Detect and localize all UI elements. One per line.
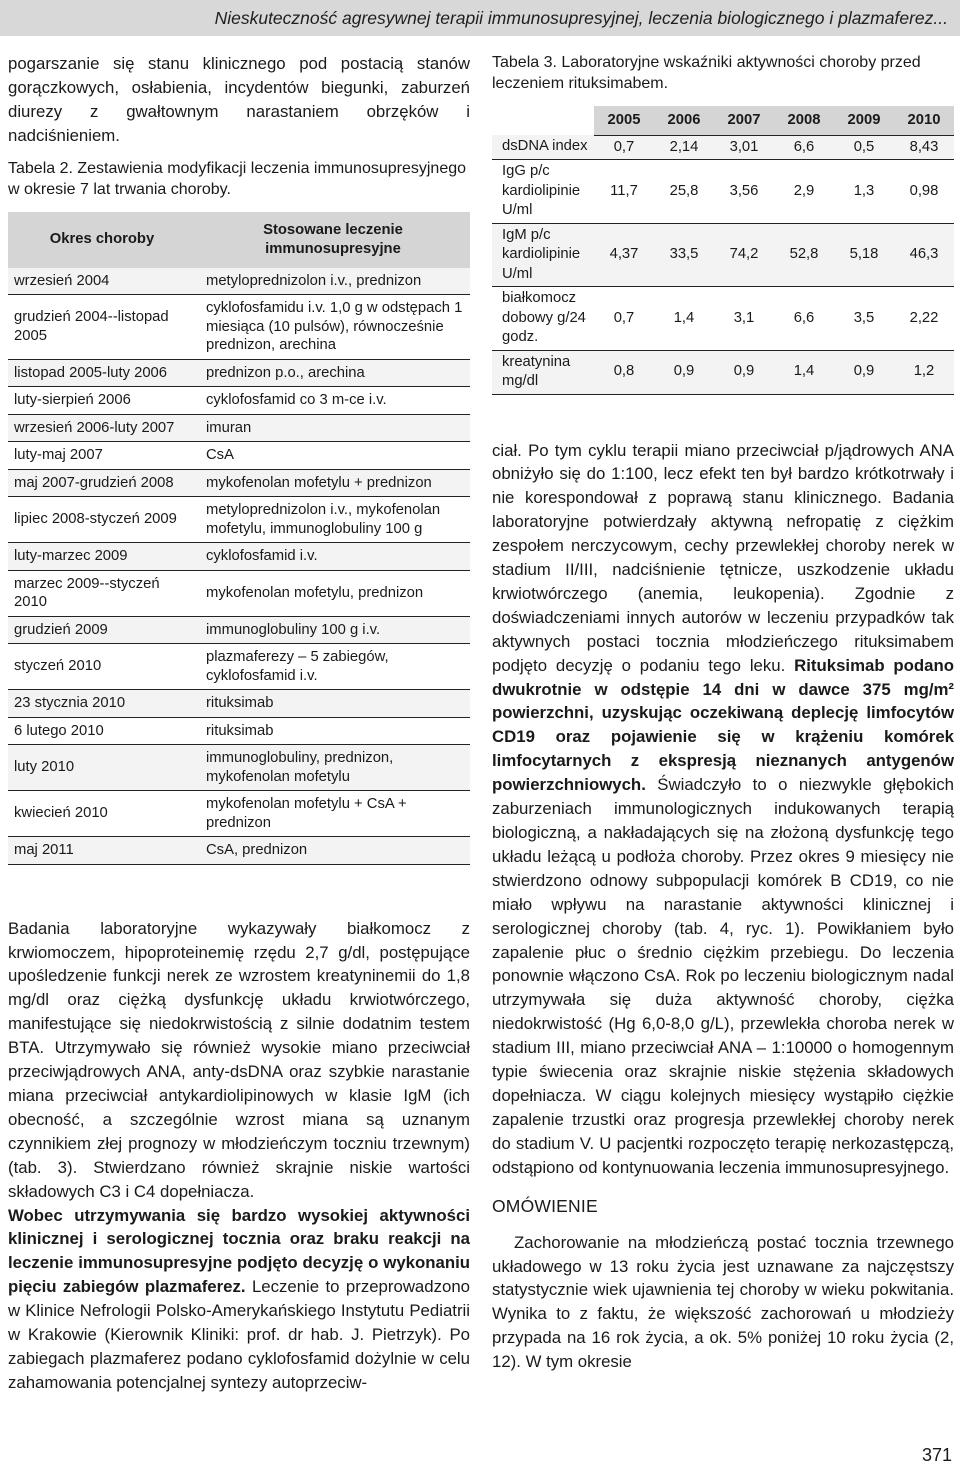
page-number: 371 [921,1445,952,1465]
right-body-1a: ciał. Po tym cyklu terapii miano przeciwciał p/jądrowych ANA obniżyło się do 1:100, lecz efekt ten był bardzo krótkotrwały i nie korespondował z poprawą stanu klinicznego. Badania laboratoryjne potwierdzały aktywną nefropatię z ciężkim zespołem nerczycowym, cechy przewlekłej choroby nerek w stadium II/III, nadciśnienie tętnicze, uszkodzenie układu krwiotwórczego (anemia, leukopenia). Zgodnie z doświadczeniami innych autorów w leczeniu przypadków tak aktywnych postaci tocznia młodzieńczego rituksimabem podjęto decyzję o podaniu tego leku. [492,440,954,675]
table2-body [8,268,470,865]
table2-treatment-cell: CsA, prednizon [196,837,470,865]
table3-row-label: kreatynina mg/dl [492,350,594,394]
table3-row [492,287,954,351]
table2-treatment-cell: plazmaferezy – 5 zabiegów, cyklofosfamid i.v. [196,644,470,690]
table3-value-cell: 3,1 [714,287,774,351]
table3 [492,106,954,395]
table3-year-header: 2008 [774,106,834,135]
right-body-paragraph-1 [492,439,954,1180]
table2-treatment-cell: imuran [196,414,470,442]
table2-treatment-cell: immunoglobuliny, prednizon, mykofenolan mofetylu [196,745,470,791]
table2-period-cell: marzec 2009--styczeń 2010 [8,570,196,616]
table3-value-cell: 0,7 [594,135,654,160]
table3-value-cell: 8,43 [894,135,954,160]
table2-treatment-cell: mykofenolan mofetylu, prednizon [196,570,470,616]
table2-treatment-cell: metyloprednizolon i.v., prednizon [196,268,470,295]
table2-row [8,414,470,442]
table2-treatment-cell: mykofenolan mofetylu + prednizon [196,469,470,497]
table2-row [8,745,470,791]
table3-value-cell: 0,8 [594,350,654,394]
left-body-bold: Wobec utrzymywania się bardzo wysokiej aktywności klinicznej i serologicznej tocznia oraz braku reakcji na leczenie immunosupresyjne podjęto decyzję o wykonaniu pięciu zabiegów plazmaferez. [8,1205,470,1297]
table2-row [8,387,470,415]
table2-treatment-cell: prednizon p.o., arechina [196,359,470,387]
table3-value-cell: 52,8 [774,223,834,287]
table3-body [492,135,954,394]
table3-row-label: IgG p/c kardiolipinie U/ml [492,160,594,224]
table2-caption: Tabela 2. Zestawienia modyfikacji leczenia immunosupresyjnego w okresie 7 lat trwania choroby. [8,159,467,198]
table3-row-label: dsDNA index [492,135,594,160]
table3-value-cell: 0,98 [894,160,954,224]
table2-row [8,644,470,690]
table2-header-period: Okres choroby [8,212,196,268]
table3-value-cell: 0,7 [594,287,654,351]
table2-period-cell: kwiecień 2010 [8,791,196,837]
table3-year-header: 2006 [654,106,714,135]
right-body-1c: Świadczyło to o niezwykle głębokich zaburzeniach immunologicznych indukowanych terapią biologiczną, a nakładających się na złożoną dysfunkcję tego układu leżącą u podłoża choroby. Przez okres 9 miesięcy nie stwierdzono odnowy subpopulacji komórek B CD19, co nie miało wpływu na narastanie aktywności klinicznej i serologicznej choroby (tab. 4, ryc. 1). Powikłaniem było zapalenie płuc o średnio ciężkim przebiegu. Do leczenia ponownie włączono CsA. Rok po leczeniu biologicznym nadal utrzymywała się duża aktywność choroby, ciężka niedokrwistość (Hg 6,0-8,0 g/L), przewlekła choroba nerek w stadium III, miano przeciwciał ANA – 1:10000 o homogennym typie świecenia oraz skrajnie niskie stężenia składowych dopełniacza. W ciągu kolejnych miesięcy wystąpiło ciężkie zapalenie trzustki oraz progresja przewlekłej choroby nerek do stadium V. U pacjentki rozpoczęto terapię nerkozastępczą, odstąpiono od kontynuowania leczenia immunosupresyjnego. [492,775,954,1177]
table3-value-cell: 11,7 [594,160,654,224]
table3-value-cell: 6,6 [774,135,834,160]
table3-year-header: 2007 [714,106,774,135]
table2-period-cell: luty 2010 [8,745,196,791]
table3-row [492,135,954,160]
left-body-rest: Leczenie to przeprowadzono w Klinice Nefrologii Polsko-Amerykańskiego Instytutu Pediatrii w Krakowie (Kierownik Kliniki: prof. dr hab. J. Pietrzyk). Po zabiegach plazmaferez podano cyklofosfamid dożylnie w celu zahamowania potencjalnej syntezy autoprzeciw- [8,1277,470,1392]
table2-treatment-cell: mykofenolan mofetylu + CsA + prednizon [196,791,470,837]
table3-value-cell: 2,22 [894,287,954,351]
table2-period-cell: luty-marzec 2009 [8,543,196,571]
table3-row-label: IgM p/c kardiolipinie U/ml [492,223,594,287]
table2-period-cell: grudzień 2009 [8,616,196,644]
table3-header-row [492,106,954,135]
table2-row [8,359,470,387]
table2-row [8,690,470,718]
table3-value-cell: 2,14 [654,135,714,160]
table3-row-label: białkomocz dobowy g/24 godz. [492,287,594,351]
table2-row [8,717,470,745]
table3-value-cell: 33,5 [654,223,714,287]
table2-row [8,442,470,470]
table2-row [8,543,470,571]
table2-row [8,295,470,360]
right-column [492,52,954,1374]
table2-row [8,791,470,837]
left-column [8,52,470,1395]
left-body-paragraph-2 [8,1204,470,1395]
table3-value-cell: 0,5 [834,135,894,160]
table2-period-cell: maj 2007-grudzień 2008 [8,469,196,497]
table3-value-cell: 46,3 [894,223,954,287]
table2-treatment-cell: cyklofosfamid co 3 m-ce i.v. [196,387,470,415]
table2-period-cell: styczeń 2010 [8,644,196,690]
running-header: Nieskuteczność agresywnej terapii immunosupresyjnej, leczenia biologicznego i plazmaferez... [0,0,960,36]
table2-treatment-cell: immunoglobuliny 100 g i.v. [196,616,470,644]
table2-row [8,616,470,644]
table3-value-cell: 3,5 [834,287,894,351]
table3-value-cell: 1,3 [834,160,894,224]
table3-value-cell: 1,2 [894,350,954,394]
table3-value-cell: 1,4 [654,287,714,351]
table2-row [8,570,470,616]
table2-period-cell: wrzesień 2004 [8,268,196,295]
table2-row [8,469,470,497]
table3-row [492,223,954,287]
table2-period-cell: 6 lutego 2010 [8,717,196,745]
table3-value-cell: 0,9 [834,350,894,394]
section-title: OMÓWIENIE [492,1195,598,1216]
table2-treatment-cell: cyklofosfamid i.v. [196,543,470,571]
table3-year-header: 2005 [594,106,654,135]
table2-period-cell: wrzesień 2006-luty 2007 [8,414,196,442]
table3-value-cell: 25,8 [654,160,714,224]
right-body-paragraph-2: Zachorowanie na młodzieńczą postać tocznia trzewnego układowego w 13 roku życia jest uznawane za najczęstszy statystycznie wiek ujawnienia tej choroby w wieku pokwitania. Wynika to z faktu, że większość zachorowań u młodzieży przypada na 16 rok życia, a ok. 5% poniżej 10 roku życia (2, 12). W tym okresie [492,1232,954,1372]
table2-period-cell: 23 stycznia 2010 [8,690,196,718]
left-intro-paragraph: pogarszanie się stanu klinicznego pod postacią stanów gorączkowych, osłabienia, incydentów biegunki, zaburzeń diurezy z gwałtownym narastaniem obrzęków i nadciśnieniem. [8,54,470,145]
right-body-1b-bold: Rituksimab podano dwukrotnie w odstępie 14 dni w dawce 375 mg/m² powierzchni, uzyskując oczekiwaną deplecję limfocytów CD19 oraz pojawienie się w krążeniu komórek limfocytarnych z ekspresją nieznanych antygenów powierzchniowych. [492,655,954,795]
table3-value-cell: 0,9 [714,350,774,394]
table2-period-cell: maj 2011 [8,837,196,865]
table2-period-cell: listopad 2005-luty 2006 [8,359,196,387]
table2-treatment-cell: metyloprednizolon i.v., mykofenolan mofetylu, immunoglobuliny 100 g [196,497,470,543]
table2-treatment-cell: CsA [196,442,470,470]
table2-row [8,837,470,865]
table3-value-cell: 2,9 [774,160,834,224]
table3-value-cell: 74,2 [714,223,774,287]
table2-row [8,497,470,543]
table2 [8,212,470,865]
table2-header-treatment: Stosowane leczenie immunosupresyjne [196,212,470,268]
table3-value-cell: 3,01 [714,135,774,160]
table2-period-cell: luty-maj 2007 [8,442,196,470]
table2-period-cell: grudzień 2004--listopad 2005 [8,295,196,360]
table3-year-header: 2010 [894,106,954,135]
table2-row [8,268,470,295]
table2-treatment-cell: rituksimab [196,717,470,745]
table3-caption: Tabela 3. Laboratoryjne wskaźniki aktywności choroby przed leczeniem rituksimabem. [492,54,921,92]
table2-period-cell: lipiec 2008-styczeń 2009 [8,497,196,543]
table3-row [492,160,954,224]
table3-value-cell: 0,9 [654,350,714,394]
left-body-paragraph-1: Badania laboratoryjne wykazywały białkomocz z krwiomoczem, hipoproteinemię rzędu 2,7 g/dl, postępujące upośledzenie funkcji nerek ze wzrostem kreatyninemii do 1,8 mg/dl oraz ciężką dysfunkcję układu krwiotwórczego, manifestujące się niedokrwistością z silnie dodatnim testem BTA. Utrzymywało się również wysokie miano przeciwciał przeciwjądrowych ANA, anty-dsDNA oraz szybkie narastanie miana przeciwciał antykardiolipinowych w klasie IgM (ich obecność, a szczególnie wzrost miana są uznanym czynnikiem złej prognozy w młodzieńczym toczniu trzewnym) (tab. 3). Stwierdzano również skrajnie niskie wartości składowych C3 i C4 dopełniacza. [8,918,470,1201]
table3-value-cell: 3,56 [714,160,774,224]
table3-corner-cell [492,106,594,135]
table2-treatment-cell: rituksimab [196,690,470,718]
table2-treatment-cell: cyklofosfamidu i.v. 1,0 g w odstępach 1 miesiąca (10 pulsów), równocześnie prednizon, arechina [196,295,470,360]
table3-year-header: 2009 [834,106,894,135]
table3-value-cell: 6,6 [774,287,834,351]
table2-period-cell: luty-sierpień 2006 [8,387,196,415]
table3-value-cell: 5,18 [834,223,894,287]
table3-row [492,350,954,394]
table3-value-cell: 1,4 [774,350,834,394]
table3-value-cell: 4,37 [594,223,654,287]
